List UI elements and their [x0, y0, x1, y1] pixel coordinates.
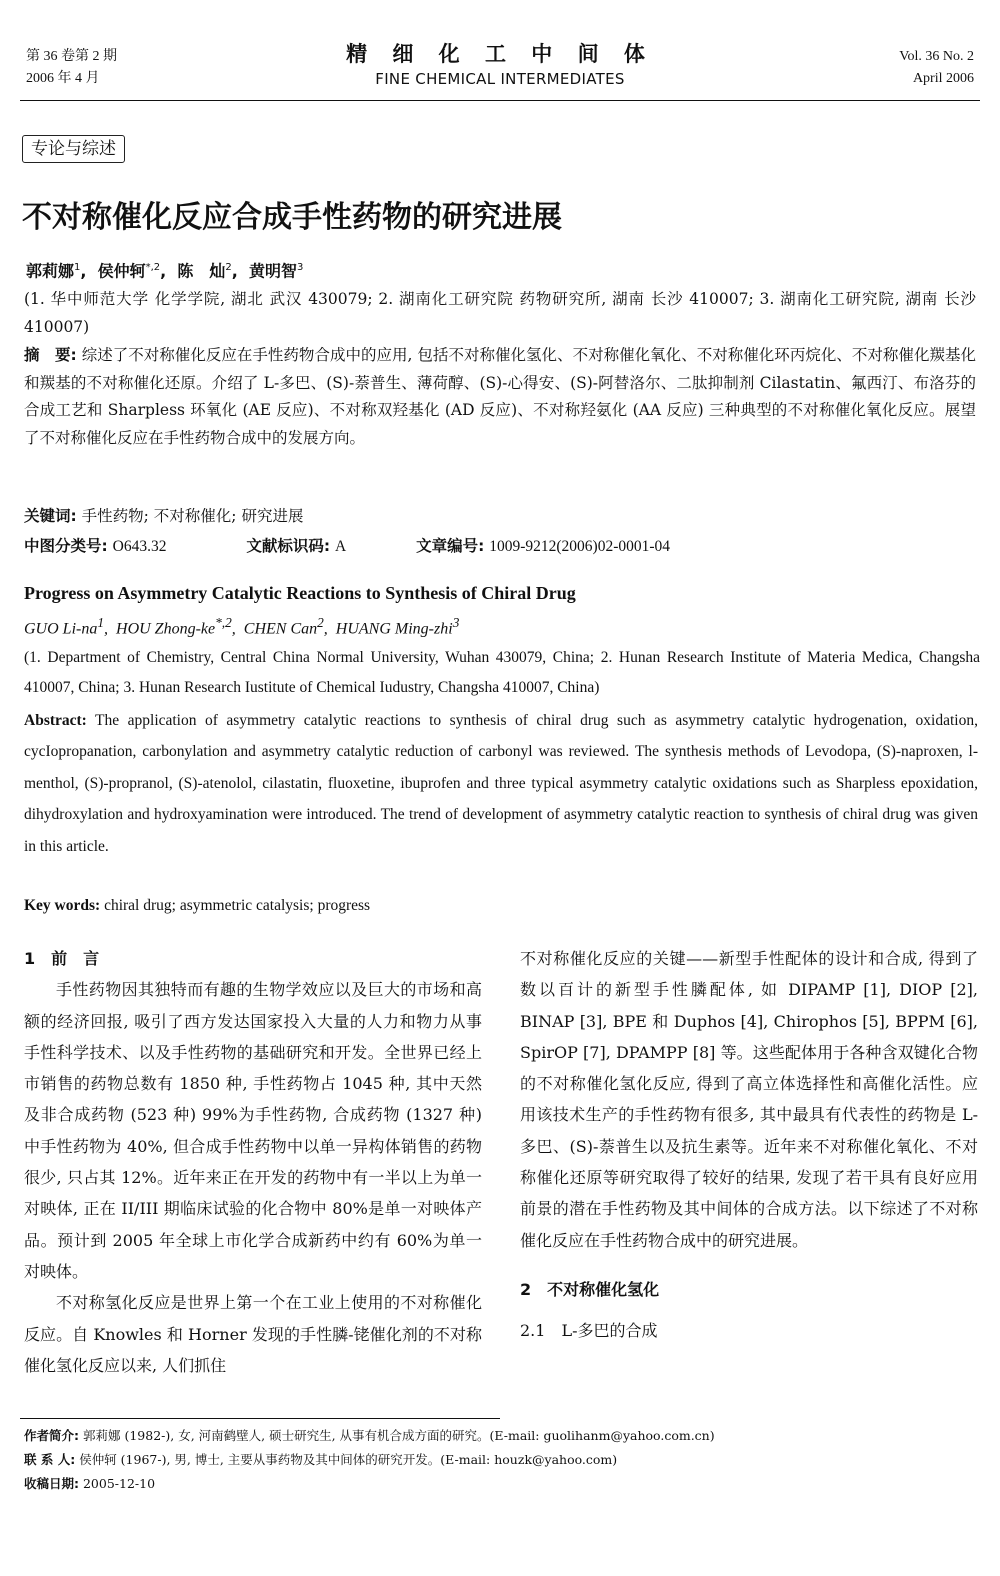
contact-note-label: 联 系 人: — [24, 1452, 76, 1467]
author-name: 陈 灿 — [177, 261, 226, 281]
author-sup: *,2 — [215, 615, 232, 630]
authors-cn: 郭莉娜$^1$, 侯仲轲$^{*,2}$, 陈 灿$^2$, 黄明智$^3$ — [26, 261, 304, 281]
footnote-rule — [20, 1418, 500, 1419]
author-note-text: 郭莉娜 (1982-), 女, 河南鹤壁人, 硕士研究生, 从事有机合成方面的研究。(E-mail: guolihanm@yahoo.com.cn) — [82, 1428, 715, 1443]
footnotes — [24, 1424, 715, 1496]
body-paragraph: 手性药物因其独特而有趣的生物学效应以及巨大的市场和高额的经济回报, 吸引了西方发达国家投入大量的人力和物力从事手性科学技术、以及手性药物的基础研究和开发。全世界已经上市销售的药物总数有 1850 种, 手性药物占 1045 种, 其中天然及非合成药物 (523 种) 99%为手性药物, 合成药物 (1327 种) 中手性药物为 40%, 但合成手性药物中以单一异构体销售的药物很少, 只占其 12%。近年来正在开发的药物中有一半以上为单一对映体, 正在 II/III 期临床试验的化合物中 80%是单一对映体产品。预计到 2005 年全球上市化学合成新药中约有 60%为单一对映体。 — [24, 980, 482, 1281]
abstract-cn — [24, 342, 976, 452]
author-name-en: HUANG Ming-zhi — [335, 620, 453, 638]
author-sup: 2 — [317, 615, 324, 630]
article-title-cn: 不对称催化反应合成手性药物的研究进展 — [22, 200, 562, 235]
issue-volume: 第 36 卷第 2 期 — [26, 49, 117, 64]
authors-en: GUO $Li-na^1$, HOU Zhong-$ke^{*,2}$, CHEN Can$^2$, HUANG Ming-zhi$^3$ — [24, 615, 460, 638]
issue-info-en — [899, 46, 974, 90]
abstract-en-label: Abstract: — [24, 712, 87, 729]
journal-title-cn: 精 细 化 工 中 间 体 — [346, 41, 654, 66]
affiliations-en: (1. Department of Chemistry, Central China Normal University, Wuhan 430079, China; 2. Hunan Research Institute of Materia Medica, Changsha 410007, China; 3. Hunan Research Iustitute of Chemical Iudustry, Changsha 410007, China) — [24, 649, 980, 696]
article-no-value: 1009-9212(2006)02-0001-04 — [489, 538, 671, 555]
keywords-cn-label: 关键词: — [24, 507, 77, 525]
author-sup: 2 — [225, 262, 232, 273]
received-date-text: 2005-12-10 — [82, 1476, 156, 1491]
section-2-1-heading: 2.1 L-多巴的合成 — [520, 1321, 658, 1341]
classification-value: O643.32 — [112, 538, 167, 555]
article-no-label: 文章编号: — [416, 537, 485, 555]
keywords-en-text: chiral drug; asymmetric catalysis; progress — [104, 897, 371, 914]
body-column-left — [24, 943, 482, 1381]
journal-masthead — [0, 40, 1000, 90]
contact-note — [24, 1448, 715, 1472]
section-2-heading: 2 不对称催化氢化 — [520, 1279, 660, 1299]
doc-code-value: A — [334, 538, 347, 555]
received-date-label: 收稿日期: — [24, 1476, 79, 1491]
abstract-en-text: The application of asymmetry catalytic reactions to synthesis of chiral drug such as asymmetry catalytic hydrogenation, oxidation, cycIopropanation, carbonylation and asymmetry catalytic reduction of carbonyl was reviewed. The synthesis methods of Levodopa, (S)-naproxen, l-menthol, (S)-propranol, (S)-atenolol, cilastatin, fluoxetine, ibuprofen and three typical asymmetry catalytic oxidations such as Sharpless epoxidation, dihydroxylation and hydroxyamination were introduced. The trend of development of asymmetry catalytic reaction to synthesis of chiral drug was given in this article. — [24, 712, 978, 855]
keywords-en — [24, 893, 370, 919]
issue-date-en: April 2006 — [912, 71, 974, 86]
keywords-cn — [24, 503, 976, 531]
author-sup: 3 — [297, 262, 304, 273]
journal-title-en: FINE CHEMICAL INTERMEDIATES — [375, 70, 625, 88]
section-label: 专论与综述 — [22, 135, 125, 163]
author-name: 黄明智 — [249, 261, 298, 281]
author-name-en: GUO Li-na — [24, 620, 98, 638]
section-1-heading: 1 前 言 — [24, 949, 100, 968]
abstract-cn-text: 综述了不对称催化反应在手性药物合成中的应用, 包括不对称催化氢化、不对称催化氧化、不对称催化环丙烷化、不对称催化羰基化和羰基的不对称催化还原。介绍了 L-多巴、(S)-萘普生、薄荷醇、(S)-心得安、(S)-阿替洛尔、二肽抑制剂 Cilastatin、氟西汀、布洛芬的合成工艺和 Sharpless 环氧化 (AE 反应)、不对称双羟基化 (AD 反应)、不对称羟氨化 (AA 反应) 三种典型的不对称催化氧化反应。展望了不对称催化反应在手性药物合成中的发展方向。 — [24, 346, 976, 447]
author-note-label: 作者简介: — [24, 1428, 79, 1443]
keywords-en-label: Key words: — [24, 897, 101, 914]
author-sup: 1 — [74, 262, 81, 273]
author-name-en: CHEN Can — [243, 620, 318, 638]
doc-code-label: 文献标识码: — [246, 537, 331, 555]
classification-row — [24, 533, 976, 561]
body-column-right — [520, 943, 978, 1347]
body-paragraph: 不对称催化反应的关键——新型手性配体的设计和合成, 得到了数以百计的新型手性膦配体, 如 DIPAMP [1], DIOP [2], BINAP [3], BPE 和 Duphos [4], Chirophos [5], BPPM [6], SpirOP [7], DPAMPP [8] 等。这些配体用于各种含双键化合物的不对称催化氢化反应, 得到了高立体选择性和高催化活性。应用该技术生产的手性药物有很多, 其中最具有代表性的药物是 L-多巴、(S)-萘普生以及抗生素等。近年来不对称催化氧化、不对称催化还原等研究取得了较好的结果, 发现了若干具有良好应用前景的潜在手性药物及其中间体的合成方法。以下综述了不对称催化反应在手性药物合成中的研究进展。 — [520, 949, 978, 1250]
author-name-en: HOU Zhong-ke — [116, 620, 216, 638]
affiliations-cn: (1. 华中师范大学 化学学院, 湖北 武汉 430079; 2. 湖南化工研究院 药物研究所, 湖南 长沙 410007; 3. 湖南化工研究院, 湖南 长沙 410007) — [24, 290, 976, 336]
received-date — [24, 1472, 715, 1496]
author-name: 郭莉娜 — [26, 261, 75, 281]
contact-note-text: 侯仲轲 (1967-), 男, 博士, 主要从事药物及其中间体的研究开发。(E-mail: houzk@yahoo.com) — [79, 1452, 618, 1467]
author-note — [24, 1424, 715, 1448]
abstract-en — [24, 705, 978, 862]
abstract-cn-label: 摘 要: — [24, 346, 77, 364]
article-title-en: Progress on Asymmetry Catalytic Reactions to Synthesis of Chiral Drug — [24, 583, 576, 603]
keywords-cn-text: 手性药物; 不对称催化; 研究进展 — [81, 507, 304, 525]
author-name: 侯仲轲 — [97, 261, 146, 281]
classification-label: 中图分类号: — [24, 537, 108, 555]
issue-date: 2006 年 4 月 — [26, 71, 100, 86]
author-sup: 1 — [97, 615, 105, 630]
body-paragraph: 不对称氢化反应是世界上第一个在工业上使用的不对称催化反应。自 Knowles 和 Horner 发现的手性膦-铑催化剂的不对称催化氢化反应以来, 人们抓住 — [24, 1293, 482, 1375]
issue-volume-en: Vol. 36 No. 2 — [899, 49, 974, 64]
header-rule — [20, 100, 980, 101]
author-sup: 3 — [452, 615, 460, 630]
author-sup: *,2 — [145, 262, 161, 273]
